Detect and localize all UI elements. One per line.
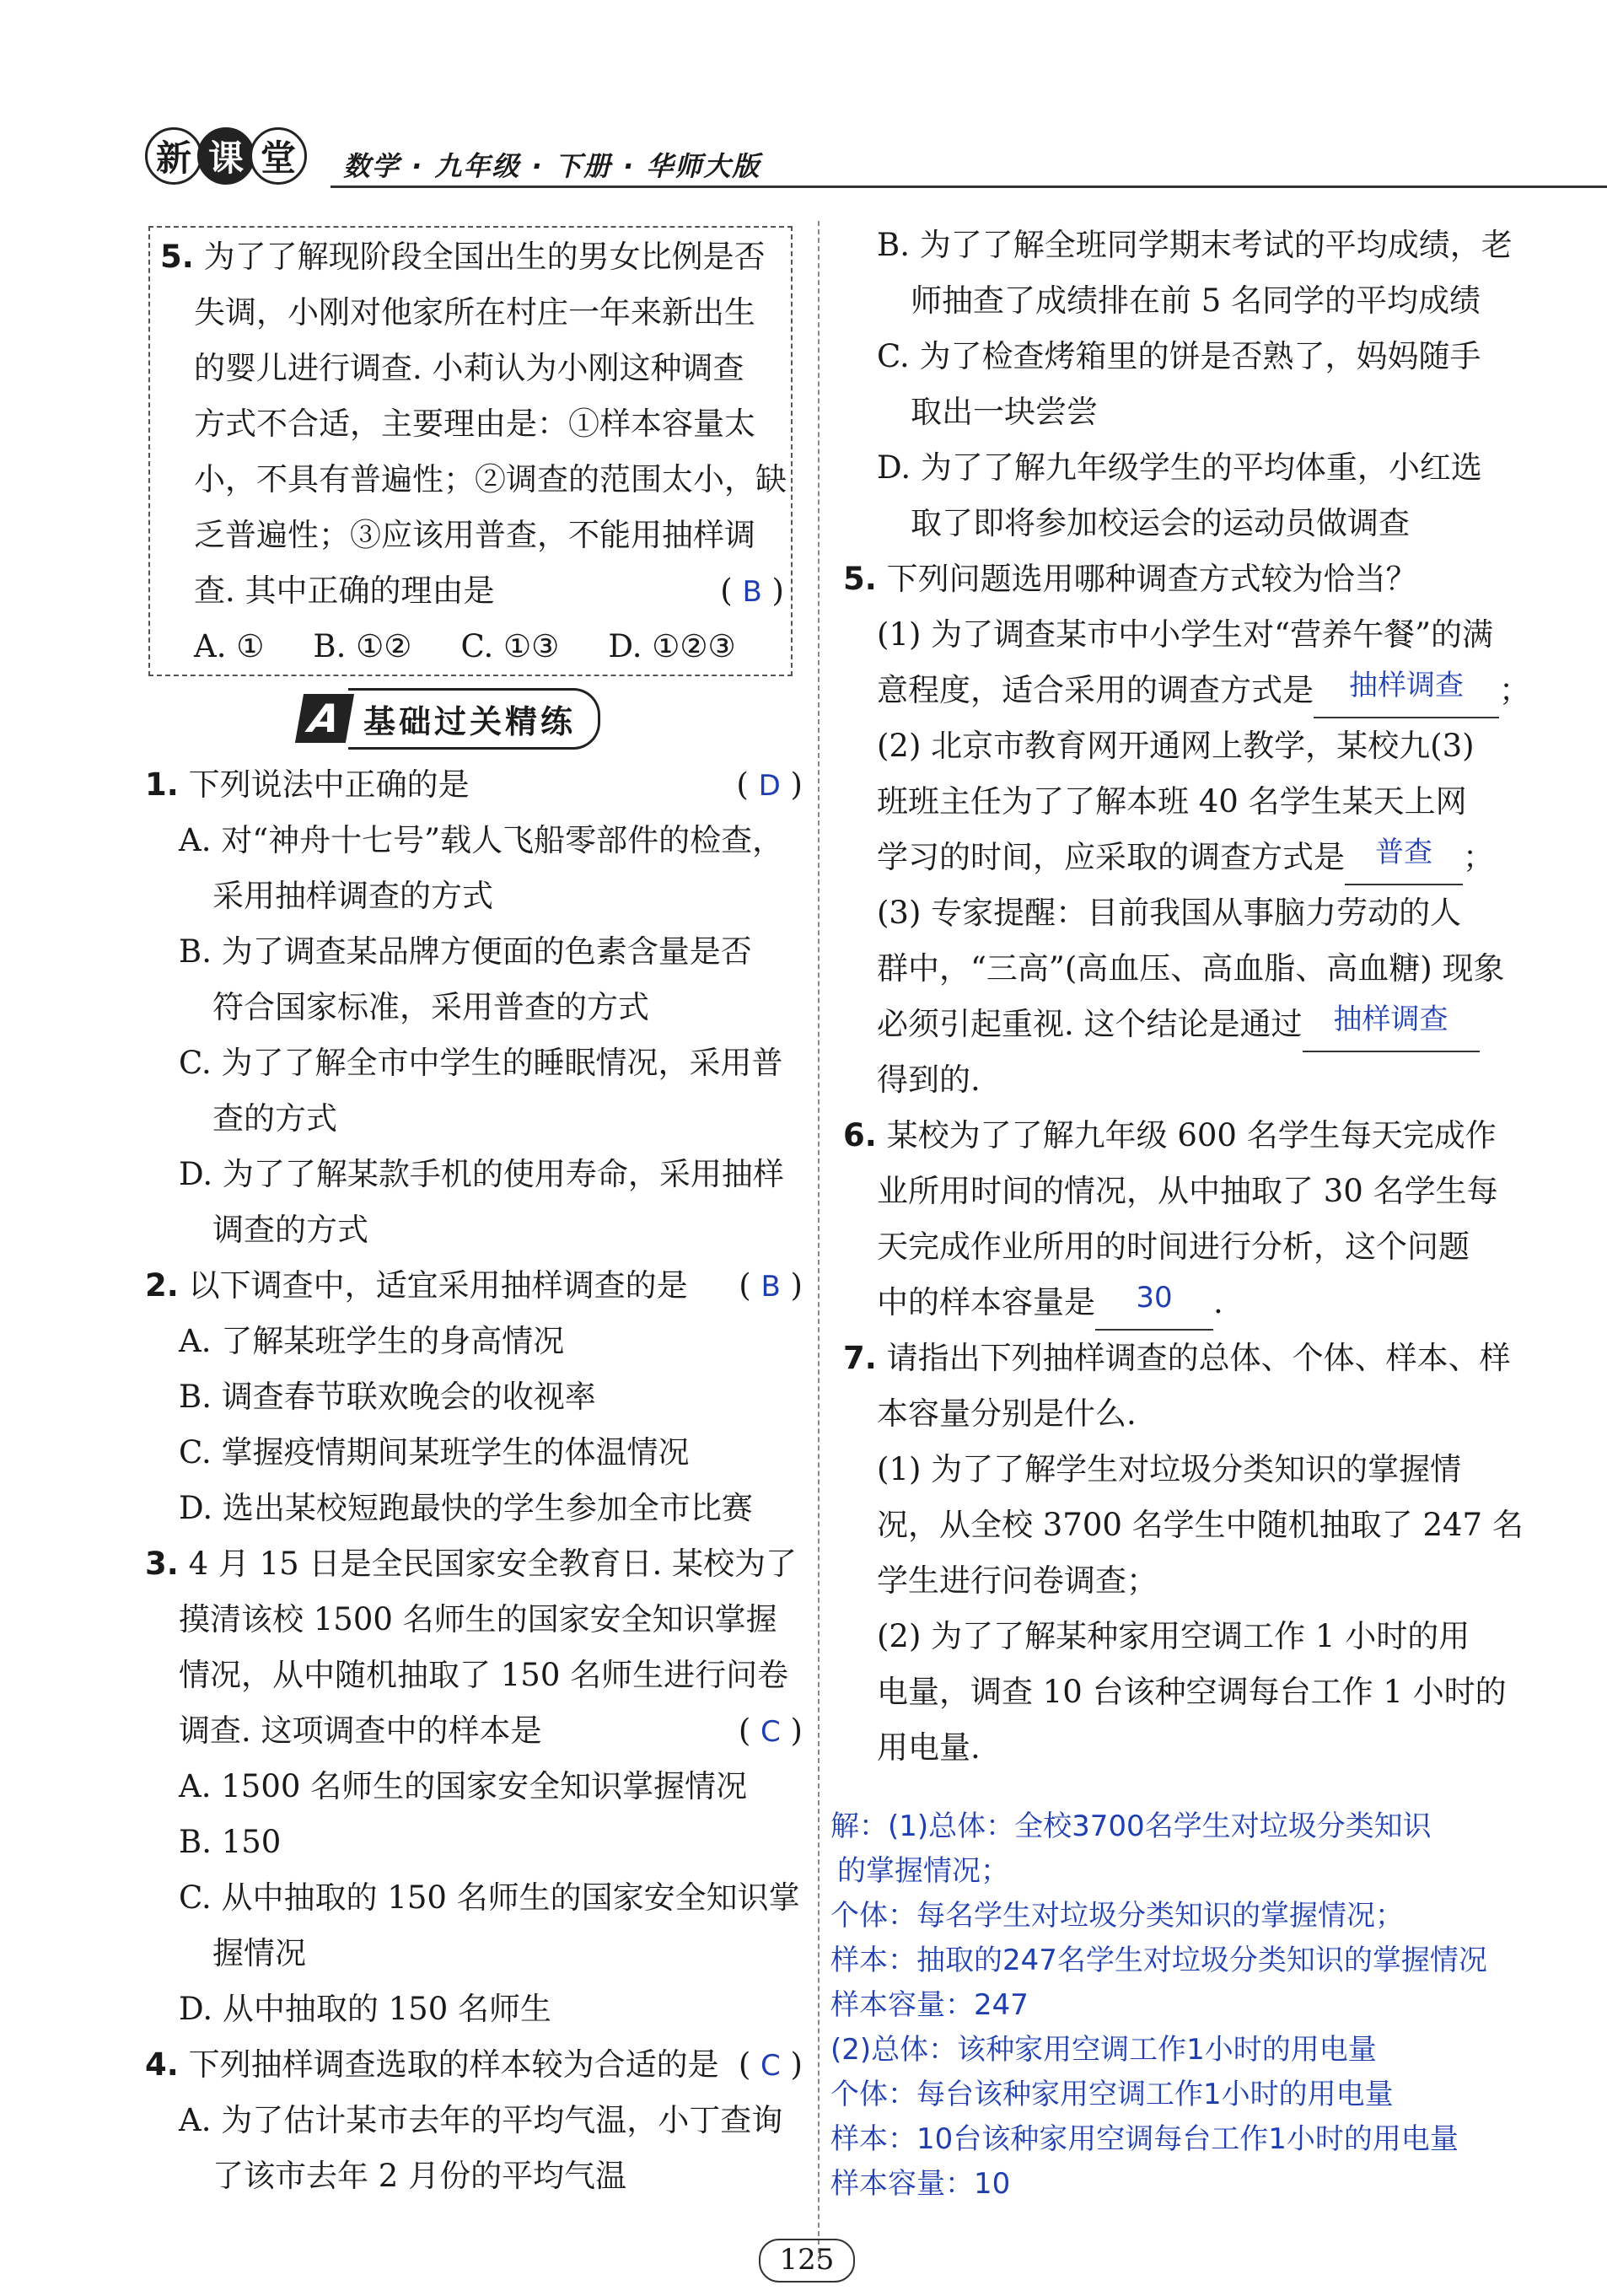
option-c: C. ①③ [460, 628, 560, 664]
question-number: 6. [843, 1117, 877, 1153]
question-number: 2. [145, 1267, 179, 1304]
solution-line: 样本：抽取的247名学生对垃圾分类知识的掌握情况 [830, 1944, 1487, 1977]
question-line: (1) 为了调查某市中小学生对“营养午餐”的满 [877, 616, 1494, 653]
filled-answer: D [758, 769, 781, 803]
question-line: 得到的. [877, 1062, 981, 1098]
filled-answer: 抽样调查 [1333, 1003, 1448, 1036]
option-d: D. 为了了解九年级学生的平均体重，小红选 [877, 449, 1482, 486]
question-number: 5. [843, 561, 877, 597]
question-line: 况，从全校 3700 名学生中随机抽取了 247 名 [877, 1507, 1524, 1543]
question-line: 摸清该校 1500 名师生的国家安全知识掌握 [179, 1601, 777, 1637]
question-line: 学习的时间，应采取的调查方式是 [877, 839, 1345, 875]
question-line: 电量，调查 10 台该种空调每台工作 1 小时的 [877, 1674, 1507, 1710]
question-line: (2) 为了了解某种家用空调工作 1 小时的用 [877, 1618, 1470, 1654]
option-d: D. 选出某校短跑最快的学生参加全市比赛 [179, 1490, 753, 1526]
section-title: 基础过关精练 [348, 688, 600, 750]
option-b: B. 为了调查某品牌方便面的色素含量是否 [179, 933, 752, 970]
filled-answer: B [742, 575, 762, 609]
question-stem: 下列问题选用哪种调查方式较为恰当？ [886, 561, 1417, 597]
option-c: C. 掌握疫情期间某班学生的体温情况 [179, 1434, 690, 1471]
page-header [145, 126, 1494, 194]
option-d: D. 为了了解某款手机的使用寿命，采用抽样 [179, 1156, 784, 1192]
option-b-cont: 符合国家标准，采用普查的方式 [212, 989, 649, 1025]
solution-line: 样本：10台该种家用空调每台工作1小时的用电量 [830, 2122, 1459, 2156]
solution-line: 个体：每台该种家用空调工作1小时的用电量 [830, 2078, 1394, 2111]
solution-line: 样本容量：10 [830, 2167, 1011, 2201]
question-line: 请指出下列抽样调查的总体、个体、样本、样 [886, 1340, 1511, 1376]
option-a-cont: 采用抽样调查的方式 [212, 878, 493, 914]
option-c: C. 为了了解全市中学生的睡眠情况，采用普 [179, 1045, 783, 1081]
question-line: 失调，小刚对他家所在村庄一年来新出生 [194, 294, 755, 331]
option-d-cont: 调查的方式 [212, 1212, 368, 1248]
box-question [160, 229, 787, 675]
answer-blank [1095, 1281, 1213, 1331]
logo-char: 课 [197, 127, 255, 185]
question-stem: 下列说法中正确的是 [188, 766, 470, 803]
book-subject: 数学 · 九年级 · 下册 · 华师大版 [343, 150, 761, 182]
logo-char: 堂 [250, 127, 307, 185]
header-rule [331, 186, 1607, 188]
question-number: 4. [145, 2046, 179, 2083]
question-line: 的婴儿进行调查. 小莉认为小刚这种调查 [194, 350, 744, 386]
question-line: 中的样本容量是 [877, 1284, 1095, 1320]
question-line: (2) 北京市教育网开通网上教学，某校九(3) [877, 728, 1475, 764]
option-c: C. 为了检查烤箱里的饼是否熟了，妈妈随手 [877, 338, 1481, 374]
question-line: 方式不合适，主要理由是：①样本容量太 [194, 406, 755, 442]
question-line: (1) 为了了解学生对垃圾分类知识的掌握情 [877, 1451, 1462, 1487]
option-b: B. 调查春节联欢晚会的收视率 [179, 1379, 596, 1415]
solution-line: 的掌握情况； [837, 1854, 1009, 1888]
section-badge: A [295, 694, 354, 743]
filled-answer: 普查 [1375, 836, 1432, 869]
filled-answer: 抽样调查 [1349, 669, 1464, 702]
question-line: 4 月 15 日是全民国家安全教育日. 某校为了 [188, 1546, 798, 1582]
option-b: B. ①② [313, 628, 412, 664]
question-line: 班班主任为了了解本班 40 名学生某天上网 [877, 783, 1467, 820]
question-number: 5. [160, 239, 194, 275]
question-line: 查. 其中正确的理由是 [194, 573, 495, 609]
answer-blank [1345, 836, 1463, 885]
filled-answer: B [761, 1270, 781, 1304]
solution-line: 样本容量：247 [830, 1988, 1029, 2022]
option-b: B. 为了了解全班同学期末考试的平均成绩，老 [877, 227, 1513, 263]
question-line: 为了了解现阶段全国出生的男女比例是否 [203, 239, 766, 275]
answer-bracket: ( B ) [739, 1267, 803, 1304]
question-stem: 以下调查中，适宜采用抽样调查的是 [188, 1267, 688, 1304]
question-line: 用电量. [877, 1729, 981, 1766]
solution-block [830, 1804, 1487, 2207]
logo-char: 新 [145, 127, 202, 185]
column-divider [818, 221, 820, 2261]
option-d: D. 从中抽取的 150 名师生 [179, 1991, 552, 2027]
solution-line: 个体：每名学生对垃圾分类知识的掌握情况； [830, 1899, 1404, 1933]
brand-logo [145, 126, 302, 186]
section-banner [299, 691, 600, 745]
option-c-cont: 握情况 [212, 1935, 306, 1971]
answer-bracket: ( C ) [738, 1713, 803, 1749]
solution-line: (2)总体：该种家用空调工作1小时的用电量 [830, 2033, 1377, 2067]
option-b: B. 150 [179, 1824, 282, 1860]
option-c-cont: 取出一块尝尝 [911, 394, 1098, 430]
question-line: 本容量分别是什么. [877, 1395, 1137, 1432]
question-line: 小，不具有普遍性；②调查的范围太小，缺 [194, 461, 787, 497]
question-line: 意程度，适合采用的调查方式是 [877, 672, 1314, 708]
right-column: B. 为了了解全班同学期末考试的平均成绩，老 师抽查了成绩排在前 5 名同学的平均成绩 C. 为了检查烤箱里的饼是否熟了，妈妈随手 取出一块尝尝 D. 为了了解九年级学生的平均体重，小红选 取了即将参加校运会的运动员做调查 5. 下列问题选用哪种调查方式较为恰当？ (1) 为了调查某市中小学生对“营养午餐”的满 意程度，适合采用的调查方式是 抽样调查 ； (2) 北京市教育网开通网上教学，某校九(3) 班班主任为了了解本班 40 名学生某天上网 学习的时间，应采取的调查方式是 普查 ； (3) 专家提醒：目前我国从事脑力劳动的人 群中，“三高”(高血压、高血脂、高血糖) 现象 必须引起重视. 这个结论是通过 抽样调查 得到的. 6. 某校为了了解九年级 600 名学生每天完成作 业所用时间的情况，从中抽取了 30 名学生每 天完成作业所用的时间进行分析，这个问题 中的样本容量是 30 . 7. 请指出下列抽样调查的总体、个体、样本、样 本容量分别是什么. (1) 为了了解学生对垃圾分类知识的掌握情 况，从全校 3700 名学生中随机抽取了 247 名 学生进行问卷调查； (2) 为了了解某种家用空调工作 1 小时的用 电量，调查 10 台该种空调每台工作 1 小时的 用电量. [843, 227, 1530, 1766]
option-a: A. 对“神舟十七号”载人飞船零部件的检查， [179, 822, 784, 858]
option-a: A. 了解某班学生的身高情况 [179, 1323, 565, 1359]
left-column [145, 757, 803, 2204]
answer-bracket: ( D ) [736, 766, 803, 803]
option-a: A. ① [194, 628, 265, 664]
filled-answer: C [761, 1715, 781, 1749]
answer-blank [1303, 1003, 1480, 1052]
question-line: 天完成作业所用的时间进行分析，这个问题 [877, 1229, 1470, 1265]
option-d-cont: 取了即将参加校运会的运动员做调查 [911, 505, 1410, 541]
question-stem: 下列抽样调查选取的样本较为合适的是 [188, 2046, 719, 2083]
option-a: A. 为了估计某市去年的平均气温，小丁查询 [179, 2102, 783, 2138]
question-number: 3. [145, 1546, 179, 1582]
option-a: A. 1500 名师生的国家安全知识掌握情况 [179, 1768, 748, 1804]
solution-line: 解：(1)总体：全校3700名学生对垃圾分类知识 [830, 1809, 1432, 1843]
question-line: 业所用时间的情况，从中抽取了 30 名学生每 [877, 1173, 1498, 1209]
option-b-cont: 师抽查了成绩排在前 5 名同学的平均成绩 [911, 282, 1481, 319]
answer-bracket: ( B ) [720, 573, 784, 609]
question-line: 群中，“三高”(高血压、高血脂、高血糖) 现象 [877, 950, 1505, 987]
option-c-cont: 查的方式 [212, 1100, 337, 1137]
question-line: 调查. 这项调查中的样本是 [179, 1713, 542, 1749]
question-number: 7. [843, 1340, 877, 1376]
question-line: 某校为了了解九年级 600 名学生每天完成作 [886, 1117, 1497, 1153]
answer-blank [1314, 669, 1499, 718]
question-line: 学生进行问卷调查； [877, 1562, 1158, 1599]
question-line: 乏普遍性；③应该用普查，不能用抽样调 [194, 517, 755, 553]
option-c: C. 从中抽取的 150 名师生的国家安全知识掌 [179, 1879, 800, 1916]
question-number: 1. [145, 766, 179, 803]
question-line: 情况，从中随机抽取了 150 名师生进行问卷 [179, 1657, 789, 1693]
answer-bracket: ( C ) [738, 2046, 803, 2083]
question-line: 必须引起重视. 这个结论是通过 [877, 1006, 1303, 1042]
option-a-cont: 了该市去年 2 月份的平均气温 [212, 2158, 627, 2194]
filled-answer: C [761, 2049, 781, 2083]
page-number: 125 [759, 2239, 855, 2283]
option-d: D. ①②③ [608, 628, 736, 664]
question-line: (3) 专家提醒：目前我国从事脑力劳动的人 [877, 895, 1462, 931]
filled-answer: 30 [1136, 1281, 1173, 1315]
